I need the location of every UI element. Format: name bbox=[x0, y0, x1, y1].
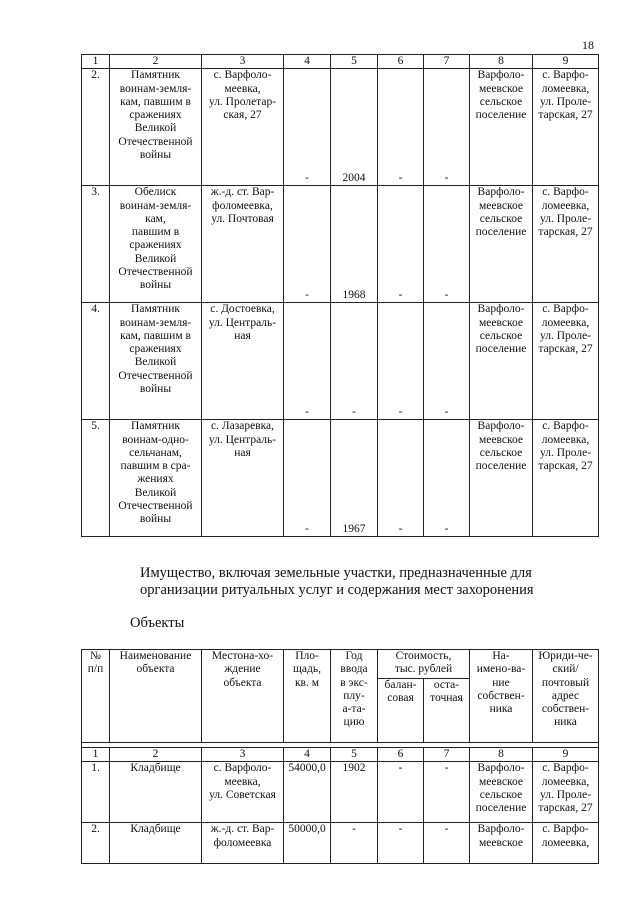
residual-cost: - bbox=[424, 303, 470, 420]
owner-address bbox=[533, 69, 599, 186]
text-line: Местона-хо- bbox=[211, 650, 274, 662]
text-line: кв. м bbox=[294, 676, 320, 689]
text-line: с. Варфоло- bbox=[213, 69, 272, 82]
text-line: с. Лазаревка, bbox=[210, 420, 275, 433]
text-line: воинам-земля- bbox=[119, 199, 192, 212]
text-line: п/п bbox=[87, 663, 104, 676]
column-number-row bbox=[82, 748, 599, 762]
balance-cost: - bbox=[378, 303, 424, 420]
text-line: Великой bbox=[134, 122, 177, 135]
text-line: собствен- bbox=[541, 703, 590, 716]
text-line: меевское bbox=[479, 836, 523, 849]
text-line: Великой bbox=[134, 252, 177, 265]
text-line: фоломеевка bbox=[213, 836, 272, 849]
text-line: собствен- bbox=[477, 689, 525, 702]
text-line: с. Варфо- bbox=[542, 186, 589, 199]
object-location bbox=[202, 420, 284, 537]
owner-address bbox=[533, 186, 599, 303]
text-line: ждение bbox=[224, 663, 261, 676]
text-line: ломеевка, bbox=[541, 433, 590, 446]
text-line: Отечественной bbox=[118, 266, 193, 279]
text-line: войны bbox=[139, 383, 172, 396]
col-num: 3 bbox=[202, 55, 284, 69]
text-line: № bbox=[90, 650, 101, 662]
row-number: 1. bbox=[82, 762, 110, 823]
balance-cost: - bbox=[378, 823, 424, 864]
text-line: меевка, bbox=[224, 82, 261, 95]
text-line: На- bbox=[492, 650, 510, 662]
text-line: поселение bbox=[475, 226, 527, 239]
col-num: 8 bbox=[470, 55, 533, 69]
col-num: 9 bbox=[533, 748, 599, 762]
table-row bbox=[82, 303, 599, 420]
header-row bbox=[82, 650, 599, 679]
header-no bbox=[82, 650, 110, 743]
text-line: ский/ bbox=[552, 663, 579, 676]
text-line: в экс- bbox=[340, 676, 368, 689]
residual-cost: - bbox=[424, 69, 470, 186]
col-num: 2 bbox=[110, 748, 202, 762]
commissioning-year: 1968 bbox=[331, 186, 378, 303]
residual-cost: - bbox=[424, 762, 470, 823]
text-line: Отечественной bbox=[118, 500, 193, 513]
section-heading bbox=[140, 565, 534, 599]
row-number: 5. bbox=[82, 420, 110, 537]
text-line: ж.-д. ст. Вар- bbox=[210, 823, 275, 836]
text-line: сельское bbox=[479, 446, 523, 459]
object-name bbox=[110, 69, 202, 186]
object-name bbox=[110, 303, 202, 420]
col-num: 7 bbox=[424, 55, 470, 69]
row-number: 4. bbox=[82, 303, 110, 420]
text-line: Великой bbox=[134, 486, 177, 499]
col-num: 3 bbox=[202, 748, 284, 762]
text-line: фоломеевка, bbox=[212, 199, 273, 212]
page-number: 18 bbox=[582, 38, 594, 52]
owner-name bbox=[470, 303, 533, 420]
text-line: кам, bbox=[145, 212, 166, 225]
text-line: ломеевка, bbox=[541, 316, 590, 329]
text-line: ул. Пролетар- bbox=[208, 95, 277, 108]
text-line: сражениях bbox=[129, 109, 182, 122]
table-row bbox=[82, 69, 599, 186]
object-name bbox=[110, 186, 202, 303]
text-line: тарская, 27 bbox=[538, 802, 593, 815]
object-area: - bbox=[284, 69, 331, 186]
col-num: 1 bbox=[82, 55, 110, 69]
monuments-table bbox=[81, 54, 599, 537]
text-line: сельское bbox=[479, 95, 523, 108]
balance-cost: - bbox=[378, 420, 424, 537]
text-line: Обелиск bbox=[134, 186, 177, 199]
text-line: с. Достоевка, bbox=[210, 303, 275, 316]
commissioning-year: 1967 bbox=[331, 420, 378, 537]
heading-line: Имущество, включая земельные участки, предназначенные для bbox=[140, 565, 532, 581]
text-line: Юриди-че- bbox=[538, 650, 593, 662]
row-number: 2. bbox=[82, 69, 110, 186]
owner-name bbox=[470, 823, 533, 864]
col-num: 1 bbox=[82, 748, 110, 762]
header-residual bbox=[424, 679, 470, 743]
text-line: ная bbox=[234, 329, 251, 342]
text-line: ул. Почтовая bbox=[211, 212, 274, 225]
text-line: ул. Централь- bbox=[208, 316, 277, 329]
header-balance bbox=[378, 679, 424, 743]
col-num: 4 bbox=[284, 55, 331, 69]
text-line: щадь, bbox=[293, 663, 321, 676]
text-line: объекта bbox=[223, 676, 262, 689]
text-line: Пло- bbox=[295, 650, 319, 662]
text-line: ул. Проле- bbox=[539, 329, 592, 342]
text-line: с. Варфо- bbox=[542, 69, 589, 82]
col-num: 6 bbox=[378, 55, 424, 69]
balance-cost: - bbox=[378, 186, 424, 303]
text-line: сражениях bbox=[129, 239, 182, 252]
text-line: Отечественной bbox=[118, 135, 193, 148]
object-name: Кладбище bbox=[110, 823, 202, 864]
object-location bbox=[202, 303, 284, 420]
column-number-row bbox=[82, 55, 599, 69]
text-line: плу- bbox=[343, 689, 365, 702]
header-year bbox=[331, 650, 378, 743]
object-name: Кладбище bbox=[110, 762, 202, 823]
text-line: войны bbox=[139, 279, 172, 292]
burial-objects-table bbox=[81, 649, 599, 864]
text-line: меевское bbox=[479, 199, 523, 212]
text-line: ная bbox=[234, 446, 251, 459]
text-line: меевское bbox=[479, 82, 523, 95]
text-line: с. Варфо- bbox=[542, 303, 589, 316]
text-line: ж.-д. ст. Вар- bbox=[210, 186, 275, 199]
col-num: 8 bbox=[470, 748, 533, 762]
owner-address bbox=[533, 762, 599, 823]
text-line: воинам-земля- bbox=[119, 82, 192, 95]
text-line: почтовый bbox=[541, 676, 590, 689]
text-line: Отечественной bbox=[118, 369, 193, 382]
text-line: меевское bbox=[479, 316, 523, 329]
text-line: сражениях bbox=[129, 343, 182, 356]
owner-address bbox=[533, 823, 599, 864]
text-line: Варфоло- bbox=[477, 420, 525, 433]
text-line: воинам-земля- bbox=[119, 316, 192, 329]
row-number: 3. bbox=[82, 186, 110, 303]
heading-line: организации ритуальных услуг и содержания мест захоронения bbox=[140, 582, 534, 598]
text-line: с. Варфо- bbox=[542, 823, 589, 836]
text-line: с. Варфо- bbox=[542, 420, 589, 433]
text-line: оста- bbox=[433, 679, 460, 691]
owner-address bbox=[533, 303, 599, 420]
text-line: меевка, bbox=[224, 775, 261, 788]
text-line: ломеевка, bbox=[541, 836, 590, 849]
text-line: ул. Проле- bbox=[539, 446, 592, 459]
text-line: Памятник bbox=[131, 69, 180, 82]
text-line: кам, павшим в bbox=[120, 329, 191, 342]
text-line: поселение bbox=[475, 343, 527, 356]
header-location bbox=[202, 650, 284, 743]
text-line: меевское bbox=[479, 775, 523, 788]
residual-cost: - bbox=[424, 823, 470, 864]
object-location bbox=[202, 823, 284, 864]
owner-name bbox=[470, 762, 533, 823]
text-line: войны bbox=[139, 149, 172, 162]
object-name bbox=[110, 420, 202, 537]
text-line: с. Варфоло- bbox=[213, 762, 272, 775]
text-line: сельчанам, bbox=[129, 446, 182, 459]
text-line: Варфоло- bbox=[477, 823, 525, 836]
table-row bbox=[82, 762, 599, 823]
balance-cost: - bbox=[378, 69, 424, 186]
header-area bbox=[284, 650, 331, 743]
text-line: кам, павшим в bbox=[120, 95, 191, 108]
header-name bbox=[110, 650, 202, 743]
commissioning-year: - bbox=[331, 823, 378, 864]
text-line: с. Варфо- bbox=[542, 762, 589, 775]
header-owner bbox=[470, 650, 533, 743]
text-line: адрес bbox=[551, 689, 580, 702]
text-line: сельское bbox=[479, 329, 523, 342]
text-line: Стоимость, bbox=[395, 650, 452, 662]
text-line: поселение bbox=[475, 802, 527, 815]
commissioning-year: 2004 bbox=[331, 69, 378, 186]
owner-address bbox=[533, 420, 599, 537]
text-line: Памятник bbox=[131, 420, 180, 433]
col-num: 4 bbox=[284, 748, 331, 762]
header-address bbox=[533, 650, 599, 743]
text-line: Великой bbox=[134, 356, 177, 369]
text-line: тарская, 27 bbox=[538, 109, 593, 122]
text-line: ская, 27 bbox=[223, 109, 262, 122]
row-number: 2. bbox=[82, 823, 110, 864]
balance-cost: - bbox=[378, 762, 424, 823]
col-num: 9 bbox=[533, 55, 599, 69]
text-line: Год bbox=[345, 650, 363, 662]
text-line: Памятник bbox=[131, 303, 180, 316]
text-line: ул. Централь- bbox=[208, 433, 277, 446]
text-line: цию bbox=[343, 716, 365, 729]
text-line: павшим в bbox=[131, 226, 180, 239]
text-line: войны bbox=[139, 513, 172, 526]
text-line: ул. Советская bbox=[209, 788, 276, 801]
text-line: ломеевка, bbox=[541, 82, 590, 95]
text-line: ника bbox=[554, 716, 577, 729]
residual-cost: - bbox=[424, 186, 470, 303]
text-line: воинам-одно- bbox=[122, 433, 189, 446]
text-line: имено-ва- bbox=[476, 663, 526, 676]
text-line: сельское bbox=[479, 212, 523, 225]
residual-cost: - bbox=[424, 420, 470, 537]
text-line: Наименование bbox=[119, 650, 192, 662]
text-line: поселение bbox=[475, 109, 527, 122]
table-row bbox=[82, 186, 599, 303]
text-line: точная bbox=[430, 692, 463, 705]
text-line: тарская, 27 bbox=[538, 343, 593, 356]
subsection-heading: Объекты bbox=[130, 615, 185, 631]
owner-name bbox=[470, 186, 533, 303]
commissioning-year: - bbox=[331, 303, 378, 420]
owner-name bbox=[470, 69, 533, 186]
commissioning-year: 1902 bbox=[331, 762, 378, 823]
owner-name bbox=[470, 420, 533, 537]
text-line: павшим в сра- bbox=[120, 460, 191, 473]
object-area: 50000,0 bbox=[284, 823, 331, 864]
text-line: поселение bbox=[475, 460, 527, 473]
text-line: ул. Проле- bbox=[539, 95, 592, 108]
text-line: ул. Проле- bbox=[539, 788, 592, 801]
text-line: тарская, 27 bbox=[538, 460, 593, 473]
col-num: 5 bbox=[331, 748, 378, 762]
text-line: ломеевка, bbox=[541, 199, 590, 212]
text-line: балан- bbox=[384, 679, 417, 691]
object-area: - bbox=[284, 303, 331, 420]
col-num: 6 bbox=[378, 748, 424, 762]
text-line: а-та- bbox=[342, 703, 366, 716]
object-area: 54000,0 bbox=[284, 762, 331, 823]
col-num: 7 bbox=[424, 748, 470, 762]
object-location bbox=[202, 69, 284, 186]
text-line: ул. Проле- bbox=[539, 212, 592, 225]
object-location bbox=[202, 186, 284, 303]
table-row bbox=[82, 420, 599, 537]
text-line: Варфоло- bbox=[477, 762, 525, 775]
text-line: Варфоло- bbox=[477, 303, 525, 316]
text-line: Варфоло- bbox=[477, 69, 525, 82]
text-line: сельское bbox=[479, 788, 523, 801]
text-line: ломеевка, bbox=[541, 775, 590, 788]
text-line: Варфоло- bbox=[477, 186, 525, 199]
text-line: ника bbox=[489, 703, 513, 716]
col-num: 2 bbox=[110, 55, 202, 69]
object-location bbox=[202, 762, 284, 823]
text-line: объекта bbox=[136, 663, 175, 676]
table-row bbox=[82, 823, 599, 864]
text-line: ввода bbox=[340, 663, 368, 676]
text-line: тарская, 27 bbox=[538, 226, 593, 239]
text-line: жениях bbox=[137, 473, 174, 486]
text-line: совая bbox=[387, 692, 414, 705]
object-area: - bbox=[284, 186, 331, 303]
text-line: меевское bbox=[479, 433, 523, 446]
col-num: 5 bbox=[331, 55, 378, 69]
header-cost bbox=[378, 650, 470, 679]
object-area: - bbox=[284, 420, 331, 537]
text-line: ние bbox=[492, 676, 510, 689]
text-line: тыс. рублей bbox=[394, 663, 453, 676]
